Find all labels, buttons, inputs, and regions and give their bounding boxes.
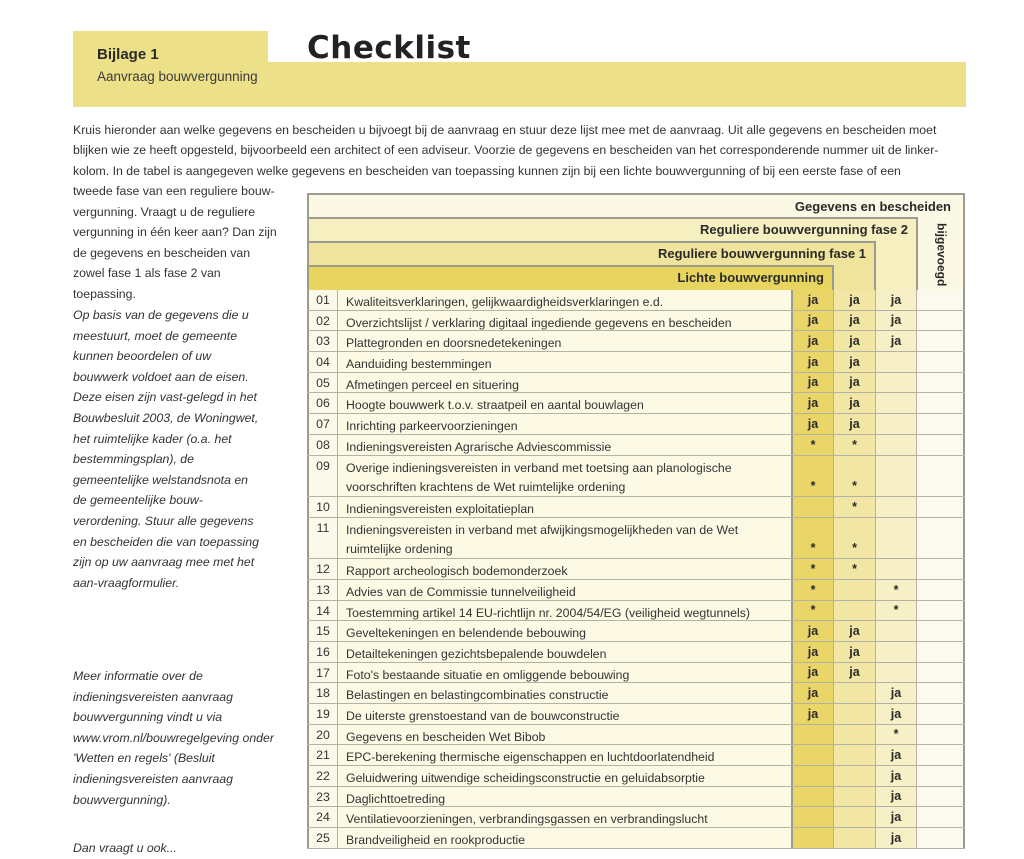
- table-row: [307, 621, 965, 642]
- table-row: [307, 518, 965, 560]
- cell-fase2: ja: [876, 311, 917, 331]
- table-row: [307, 807, 965, 828]
- row-description: Overige indieningsvereisten in verband met toetsing aan planologische voorschriften krachtens de Wet ruimtelijke ordening: [338, 456, 793, 497]
- row-description: Gegevens en bescheiden Wet Bibob: [338, 725, 793, 745]
- cell-fase1: ja: [834, 373, 876, 393]
- cell-licht: *: [793, 435, 834, 455]
- cell-fase2: ja: [876, 290, 917, 310]
- row-description: Indieningsvereisten exploitatieplan: [338, 497, 793, 517]
- cell-fase1: [834, 828, 876, 848]
- cell-fase1: *: [834, 456, 876, 497]
- cell-fase1: *: [834, 559, 876, 579]
- cell-fase1: ja: [834, 393, 876, 413]
- row-number: 16: [307, 642, 338, 662]
- table-row: [307, 373, 965, 394]
- table-row: [307, 683, 965, 704]
- row-number: 20: [307, 725, 338, 745]
- checkbox-bijgevoegd[interactable]: [917, 393, 965, 413]
- cell-fase1: ja: [834, 414, 876, 434]
- table-row: [307, 456, 965, 498]
- row-description: De uiterste grenstoestand van de bouwconstructie: [338, 704, 793, 724]
- row-description: Hoogte bouwwerk t.o.v. straatpeil en aantal bouwlagen: [338, 393, 793, 413]
- cell-fase2: ja: [876, 745, 917, 765]
- row-description: Afmetingen perceel en situering: [338, 373, 793, 393]
- row-description: EPC-berekening thermische eigenschappen en luchtdoorlatendheid: [338, 745, 793, 765]
- sidebar-paragraph-more-info: Meer informatie over de indieningsvereisten aanvraag bouwvergunning vindt u via www.vrom.nl/bouwregelgeving onder 'Wetten en regels' (Besluit indieningsvereisten aanvraag bouwvergunning).: [73, 669, 274, 807]
- cell-fase2: [876, 373, 917, 393]
- row-description: Foto's bestaande situatie en omliggende bebouwing: [338, 663, 793, 683]
- table-row: [307, 704, 965, 725]
- row-description: Daglichttoetreding: [338, 787, 793, 807]
- table-row: [307, 642, 965, 663]
- row-description: Geluidwering uitwendige scheidingsconstructie en geluidabsorptie: [338, 766, 793, 786]
- cell-licht: *: [793, 456, 834, 497]
- cell-fase2: *: [876, 725, 917, 745]
- cell-licht: [793, 725, 834, 745]
- checkbox-bijgevoegd[interactable]: [917, 663, 965, 683]
- checkbox-bijgevoegd[interactable]: [917, 745, 965, 765]
- cell-licht: ja: [793, 683, 834, 703]
- row-number: 04: [307, 352, 338, 372]
- row-number: 19: [307, 704, 338, 724]
- cell-fase1: ja: [834, 352, 876, 372]
- table-row: [307, 393, 965, 414]
- checkbox-bijgevoegd[interactable]: [917, 683, 965, 703]
- cell-licht: ja: [793, 642, 834, 662]
- cell-fase2: ja: [876, 331, 917, 351]
- cell-fase2: [876, 435, 917, 455]
- checkbox-bijgevoegd[interactable]: [917, 290, 965, 310]
- row-number: 07: [307, 414, 338, 434]
- cell-licht: *: [793, 518, 834, 559]
- cell-licht: [793, 745, 834, 765]
- row-description: Advies van de Commissie tunnelveiligheid: [338, 580, 793, 600]
- table-row: [307, 290, 965, 311]
- table-row: [307, 745, 965, 766]
- cell-licht: ja: [793, 393, 834, 413]
- cell-licht: [793, 766, 834, 786]
- checkbox-bijgevoegd[interactable]: [917, 580, 965, 600]
- table-row: [307, 559, 965, 580]
- cell-fase1: ja: [834, 290, 876, 310]
- header-gegevens: Gegevens en bescheiden: [307, 193, 965, 293]
- row-description: Indieningsvereisten Agrarische Adviescommissie: [338, 435, 793, 455]
- sidebar-paragraph-phases: tweede fase van een reguliere bouw-vergunning. Vraagt u de reguliere vergunning in één keer aan? Dan zijn de gegevens en bescheiden van zowel fase 1 als fase 2 van toepassing.: [73, 184, 277, 301]
- appendix-subtitle: Aanvraag bouwvergunning: [97, 69, 258, 84]
- table-row: [307, 331, 965, 352]
- row-number: 11: [307, 518, 338, 559]
- cell-fase1: *: [834, 518, 876, 559]
- row-number: 09: [307, 456, 338, 497]
- appendix-label: Bijlage 1: [97, 46, 159, 63]
- cell-licht: [793, 807, 834, 827]
- cell-fase1: [834, 725, 876, 745]
- row-description: Aanduiding bestemmingen: [338, 352, 793, 372]
- cell-fase2: [876, 352, 917, 372]
- checkbox-bijgevoegd[interactable]: [917, 331, 965, 351]
- checkbox-bijgevoegd[interactable]: [917, 828, 965, 848]
- row-number: 08: [307, 435, 338, 455]
- cell-fase1: *: [834, 497, 876, 517]
- row-description: Kwaliteitsverklaringen, gelijkwaardigheidsverklaringen e.d.: [338, 290, 793, 310]
- cell-licht: *: [793, 601, 834, 621]
- cell-fase2: [876, 456, 917, 497]
- checkbox-bijgevoegd[interactable]: [917, 787, 965, 807]
- row-description: Belastingen en belastingcombinaties constructie: [338, 683, 793, 703]
- checkbox-bijgevoegd[interactable]: [917, 621, 965, 641]
- row-description: Indieningsvereisten in verband met afwijkingsmogelijkheden van de Wet ruimtelijke ordening: [338, 518, 793, 559]
- row-description: Brandveiligheid en rookproductie: [338, 828, 793, 848]
- checkbox-bijgevoegd[interactable]: [917, 311, 965, 331]
- cell-fase2: [876, 642, 917, 662]
- row-number: 25: [307, 828, 338, 848]
- cell-fase2: ja: [876, 704, 917, 724]
- cell-fase2: [876, 559, 917, 579]
- cell-licht: ja: [793, 621, 834, 641]
- cell-licht: ja: [793, 663, 834, 683]
- cell-fase1: ja: [834, 663, 876, 683]
- table-row: [307, 828, 965, 849]
- cell-fase1: ja: [834, 311, 876, 331]
- row-number: 22: [307, 766, 338, 786]
- cell-fase1: [834, 766, 876, 786]
- row-number: 24: [307, 807, 338, 827]
- cell-licht: ja: [793, 373, 834, 393]
- cell-fase2: *: [876, 580, 917, 600]
- header-fase2: Reguliere bouwvergunning fase 2: [307, 217, 918, 293]
- intro-paragraph: Kruis hieronder aan welke gegevens en bescheiden u bijvoegt bij de aanvraag en stuur deze lijst mee met de aanvraag. Uit alle gegevens en bescheiden moet blijken wie ze heeft opgesteld, bijvoorbeeld een architect of een adviseur. Voorzie de gegevens en bescheiden van het corresponderende nummer uit de linker-kolom. In de tabel is aangegeven welke gegevens en bescheiden van toepassing kunnen zijn bij een lichte bouwvergunning of bij een eerste fase of een: [73, 123, 939, 178]
- cell-licht: ja: [793, 414, 834, 434]
- row-number: 12: [307, 559, 338, 579]
- row-description: Overzichtslijst / verklaring digitaal ingediende gegevens en bescheiden: [338, 311, 793, 331]
- row-number: 18: [307, 683, 338, 703]
- cell-fase1: [834, 704, 876, 724]
- row-description: Geveltekeningen en belendende bebouwing: [338, 621, 793, 641]
- checkbox-bijgevoegd[interactable]: [917, 435, 965, 455]
- checkbox-bijgevoegd[interactable]: [917, 352, 965, 372]
- row-number: 15: [307, 621, 338, 641]
- checkbox-bijgevoegd[interactable]: [917, 601, 965, 621]
- checkbox-bijgevoegd[interactable]: [917, 456, 965, 497]
- checklist-table: [307, 193, 965, 853]
- cell-fase2: ja: [876, 683, 917, 703]
- cell-fase2: *: [876, 601, 917, 621]
- checkbox-bijgevoegd[interactable]: [917, 725, 965, 745]
- header-licht: Lichte bouwvergunning: [307, 265, 834, 293]
- row-number: 23: [307, 787, 338, 807]
- table-row: [307, 435, 965, 456]
- checkbox-bijgevoegd[interactable]: [917, 497, 965, 517]
- cell-fase2: ja: [876, 766, 917, 786]
- row-number: 02: [307, 311, 338, 331]
- cell-fase1: *: [834, 435, 876, 455]
- cell-fase1: [834, 683, 876, 703]
- cell-licht: ja: [793, 290, 834, 310]
- sidebar-paragraph-requirements: Op basis van de gegevens die u meestuurt, moet de gemeente kunnen beoordelen of uw bouwwerk voldoet aan de eisen. Deze eisen zijn vast-gelegd in het Bouwbesluit 2003, de Woningwet, het ruimtelijke kader (o.a. het bestemmingsplan), de gemeentelijke welstandsnota en de gemeentelijke bouw-verordening. Stuur alle gegevens en bescheiden die van toepassing zijn op uw aanvraag mee met het aan-vraagformulier.: [73, 308, 259, 590]
- checkbox-bijgevoegd[interactable]: [917, 559, 965, 579]
- row-number: 14: [307, 601, 338, 621]
- checkbox-bijgevoegd[interactable]: [917, 807, 965, 827]
- sidebar-paragraph-cutoff: Dan vraagt u ook...: [73, 841, 177, 855]
- row-number: 06: [307, 393, 338, 413]
- cell-licht: [793, 828, 834, 848]
- row-number: 03: [307, 331, 338, 351]
- row-number: 10: [307, 497, 338, 517]
- table-row: [307, 601, 965, 622]
- row-number: 17: [307, 663, 338, 683]
- row-description: Ventilatievoorzieningen, verbrandingsgassen en verbrandingslucht: [338, 807, 793, 827]
- checkbox-bijgevoegd[interactable]: [917, 518, 965, 559]
- table-row: [307, 787, 965, 808]
- cell-fase2: ja: [876, 787, 917, 807]
- cell-fase2: [876, 518, 917, 559]
- cell-fase2: ja: [876, 807, 917, 827]
- row-description: Inrichting parkeervoorzieningen: [338, 414, 793, 434]
- row-number: 01: [307, 290, 338, 310]
- cell-fase1: ja: [834, 642, 876, 662]
- cell-licht: ja: [793, 311, 834, 331]
- checkbox-bijgevoegd[interactable]: [917, 766, 965, 786]
- cell-fase2: [876, 497, 917, 517]
- cell-licht: [793, 497, 834, 517]
- row-description: Detailtekeningen gezichtsbepalende bouwdelen: [338, 642, 793, 662]
- table-row: [307, 725, 965, 746]
- cell-licht: ja: [793, 704, 834, 724]
- cell-fase1: [834, 807, 876, 827]
- cell-fase1: [834, 601, 876, 621]
- table-row: [307, 766, 965, 787]
- row-number: 13: [307, 580, 338, 600]
- header-bijgevoegd: bijgevoegd: [934, 223, 949, 287]
- cell-fase2: [876, 414, 917, 434]
- cell-fase2: [876, 663, 917, 683]
- row-description: Plattegronden en doorsnedetekeningen: [338, 331, 793, 351]
- cell-fase2: ja: [876, 828, 917, 848]
- checkbox-bijgevoegd[interactable]: [917, 373, 965, 393]
- table-row: [307, 497, 965, 518]
- cell-licht: *: [793, 559, 834, 579]
- cell-licht: ja: [793, 331, 834, 351]
- checkbox-bijgevoegd[interactable]: [917, 642, 965, 662]
- checkbox-bijgevoegd[interactable]: [917, 414, 965, 434]
- row-description: Toestemming artikel 14 EU-richtlijn nr. 2004/54/EG (veiligheid wegtunnels): [338, 601, 793, 621]
- table-body: [307, 290, 965, 849]
- table-row: [307, 414, 965, 435]
- cell-fase1: ja: [834, 331, 876, 351]
- cell-fase1: [834, 580, 876, 600]
- row-number: 21: [307, 745, 338, 765]
- page-title: Checklist: [307, 30, 471, 66]
- table-row: [307, 663, 965, 684]
- table-row: [307, 352, 965, 373]
- cell-fase1: ja: [834, 621, 876, 641]
- cell-licht: *: [793, 580, 834, 600]
- cell-licht: ja: [793, 352, 834, 372]
- header-fase1: Reguliere bouwvergunning fase 1: [307, 241, 876, 293]
- cell-licht: [793, 787, 834, 807]
- row-description: Rapport archeologisch bodemonderzoek: [338, 559, 793, 579]
- checkbox-bijgevoegd[interactable]: [917, 704, 965, 724]
- table-row: [307, 580, 965, 601]
- row-number: 05: [307, 373, 338, 393]
- cell-fase1: [834, 745, 876, 765]
- cell-fase2: [876, 393, 917, 413]
- cell-fase2: [876, 621, 917, 641]
- cell-fase1: [834, 787, 876, 807]
- table-row: [307, 311, 965, 332]
